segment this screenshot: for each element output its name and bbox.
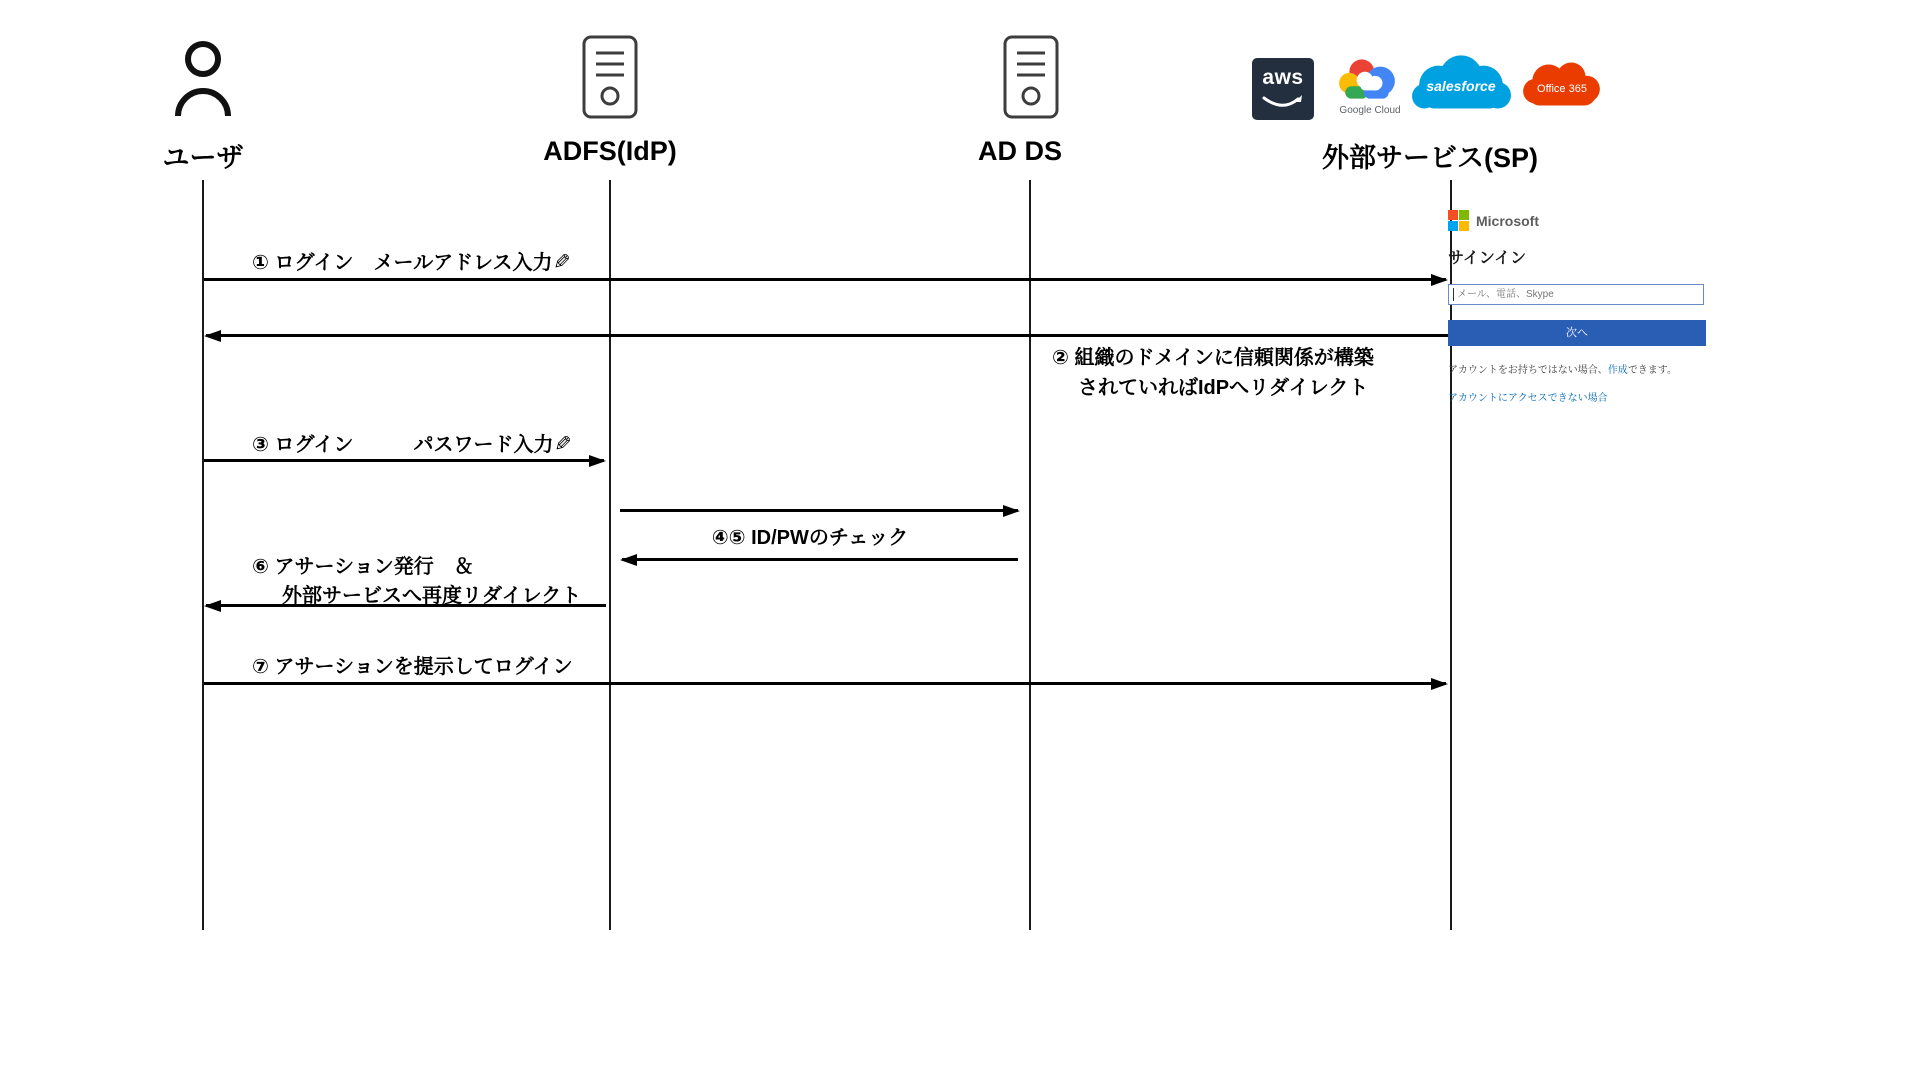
lifeline-adfs (609, 180, 611, 930)
microsoft-signin-card (1448, 210, 1710, 404)
google-cloud-icon (1337, 55, 1399, 101)
microsoft-brand-name: Microsoft (1476, 212, 1539, 229)
actor-label-user: ユーザ (162, 143, 244, 173)
arrow-2-sp-to-user (206, 334, 1450, 337)
salesforce-logo-text: salesforce (1426, 78, 1496, 94)
google-cloud-logo (1337, 55, 1399, 119)
arrow-1-user-to-sp (204, 278, 1446, 281)
message-7-label: ⑦ アサーションを提示してログイン (252, 656, 573, 678)
email-phone-skype-input[interactable] (1448, 284, 1704, 305)
lifeline-adds (1029, 180, 1031, 930)
aws-logo (1252, 58, 1314, 120)
signin-title: サインイン (1448, 250, 1527, 267)
person-icon (173, 40, 233, 120)
message-1-label: ① ログイン メールアドレス入力✎ (252, 251, 571, 274)
arrow-4-adfs-to-adds (620, 509, 1018, 512)
actor-label-sp: 外部サービス(SP) (1322, 143, 1538, 173)
office365-logo (1518, 58, 1606, 112)
microsoft-brand (1448, 210, 1710, 231)
google-cloud-logo-text: Google Cloud (1339, 105, 1401, 116)
salesforce-logo (1410, 52, 1512, 118)
aws-smile-icon (1252, 58, 1314, 120)
cant-access-account-link[interactable]: アカウントにアクセスできない場合 (1448, 393, 1608, 404)
adds-server-icon (1002, 34, 1060, 120)
no-account-text: アカウントをお持ちではない場合、作成できます。 (1448, 365, 1678, 376)
adfs-server-icon (581, 34, 639, 120)
lifeline-user (202, 180, 204, 930)
cant-access-account-row (1448, 389, 1710, 404)
pencil-icon: ✎ (552, 251, 571, 274)
arrow-5-adds-to-adfs (622, 558, 1018, 561)
microsoft-logo-icon (1448, 210, 1469, 231)
text-cursor (1453, 288, 1454, 301)
create-account-link[interactable]: 作成 (1607, 365, 1628, 376)
aws-logo-text: aws (1262, 66, 1304, 89)
actor-label-adds: AD DS (977, 136, 1063, 166)
message-3-label: ③ ログイン パスワード入力✎ (252, 433, 572, 456)
message-45-label: ④⑤ ID/PWのチェック (711, 527, 909, 549)
pencil-icon: ✎ (553, 433, 572, 456)
arrow-3-user-to-adfs (204, 459, 604, 462)
arrow-7-user-to-sp (204, 682, 1446, 685)
signin-input-wrap (1448, 284, 1710, 305)
next-button[interactable]: 次へ (1448, 320, 1706, 346)
actor-label-adfs: ADFS(IdP) (543, 136, 677, 166)
message-6-label: ⑥ アサーション発行 ＆ 外部サービスへ再度リダイレクト (252, 556, 582, 607)
message-2-label: ② 組織のドメインに信頼関係が構築 されていればIdPへリダイレクト (1052, 347, 1374, 399)
office365-logo-text: Office 365 (1537, 83, 1587, 95)
